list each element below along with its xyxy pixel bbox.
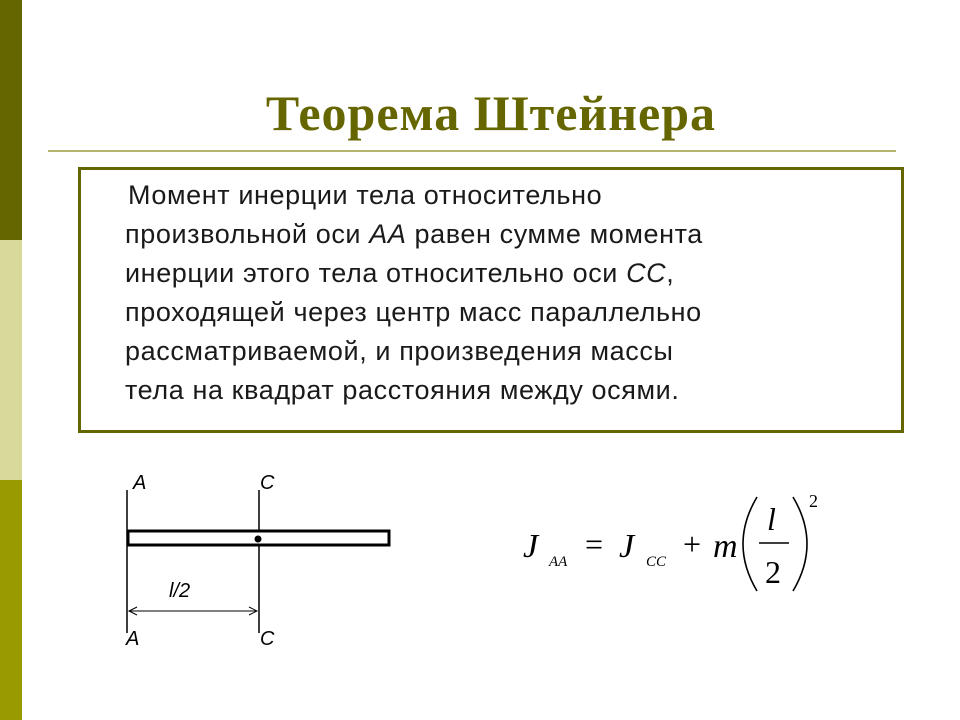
- rod-diagram: [100, 455, 420, 665]
- sidebar-decoration: [0, 0, 22, 720]
- center-of-mass-dot: [255, 536, 262, 543]
- definition-line-5: рассматриваемой, и произведения массы: [125, 336, 674, 366]
- sidebar-segment-middle: [0, 240, 22, 480]
- definition-line-4: проходящей через центр масс параллельно: [125, 297, 702, 327]
- label-a-top: A: [133, 472, 147, 494]
- definition-line-2: [125, 215, 885, 254]
- definition-line-3-end: ,: [666, 258, 675, 288]
- steiner-formula: [515, 485, 835, 600]
- axis-aa-term: АА: [369, 219, 407, 249]
- sidebar-segment-top: [0, 0, 22, 240]
- formula-numerator: l: [767, 501, 776, 537]
- label-c-top: C: [260, 472, 275, 494]
- sidebar-segment-bottom: [0, 480, 22, 720]
- formula-j-aa: J: [523, 528, 539, 565]
- formula-exponent: 2: [809, 491, 818, 511]
- definition-line-2-start: произвольной оси: [125, 219, 370, 249]
- definition-line-3-start: инерции этого тела относительно оси: [125, 258, 627, 288]
- definition-line-1: Момент инерции тела относительно: [128, 180, 603, 210]
- label-c-bottom: C: [260, 628, 275, 650]
- definition-line-2-end: равен сумме момента: [406, 219, 703, 249]
- formula-right-paren: [793, 497, 807, 591]
- title-underline: [48, 150, 896, 152]
- definition-box: [78, 167, 904, 433]
- formula-subscript-cc: CC: [646, 554, 667, 570]
- slide-title: Теорема Штейнера: [265, 85, 717, 141]
- definition-text: [125, 176, 885, 410]
- formula-plus: +: [683, 526, 702, 562]
- formula-m: m: [713, 528, 738, 565]
- definition-line-6: тела на квадрат расстояния между осями.: [125, 375, 680, 405]
- axis-cc-term: СС: [626, 258, 667, 288]
- formula-equals: =: [585, 526, 604, 562]
- formula-left-paren: [743, 497, 757, 591]
- formula-denominator: 2: [765, 554, 781, 590]
- definition-line-3: [125, 254, 885, 293]
- distance-label: l/2: [169, 580, 191, 602]
- label-a-bottom: A: [126, 628, 140, 650]
- formula-j-cc: J: [619, 528, 635, 565]
- formula-subscript-aa: AA: [549, 554, 568, 570]
